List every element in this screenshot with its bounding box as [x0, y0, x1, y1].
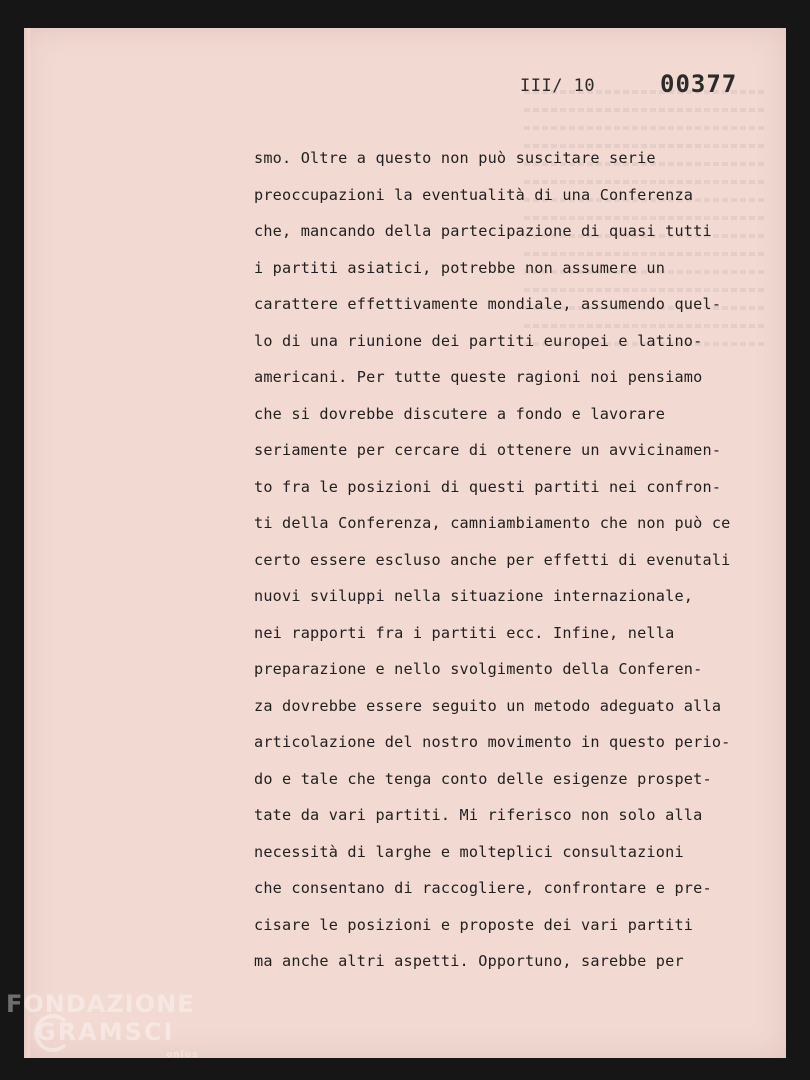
body-line: preoccupazioni la eventualità di una Conferenza: [254, 185, 694, 204]
body-line: za dovrebbe essere seguito un metodo adeguato alla: [254, 696, 722, 715]
page-edge: [24, 28, 30, 1058]
body-line: do e tale che tenga conto delle esigenze prospet-: [254, 769, 712, 788]
watermark-subtitle: onlus: [166, 1050, 199, 1060]
body-line: certo essere escluso anche per effetti di evenutali: [254, 550, 731, 569]
body-line: cisare le posizioni e proposte dei vari partiti: [254, 915, 694, 934]
body-line: nuovi sviluppi nella situazione internazionale,: [254, 587, 694, 605]
typed-body-text: [254, 140, 794, 980]
body-line: lo di una riunione dei partiti europei e latino-: [254, 331, 703, 350]
body-line: articolazione del nostro movimento in questo perio-: [254, 733, 731, 751]
body-line: ma anche altri aspetti. Opportuno, sarebbe per: [254, 952, 684, 970]
body-line: che, mancando della partecipazione di quasi tutti: [254, 222, 712, 240]
watermark-line-1: FONDAZIONE: [6, 990, 195, 1018]
document-number: 00377: [660, 70, 738, 98]
body-line: che si dovrebbe discutere a fondo e lavorare: [254, 404, 666, 423]
body-line: carattere effettivamente mondiale, assumendo quel-: [254, 295, 722, 313]
body-line: preparazione e nello svolgimento della Conferen-: [254, 660, 703, 678]
watermark-line-2: GRAMSCI: [36, 1018, 175, 1046]
body-line: ti della Conferenza, camniambiamento che non può ce: [254, 514, 731, 532]
body-line: nei rapporti fra i partiti ecc. Infine, nella: [254, 623, 675, 642]
fondazione-gramsci-watermark: [6, 990, 206, 1070]
body-line: tate da vari partiti. Mi riferisco non solo alla: [254, 806, 703, 824]
body-line: americani. Per tutte queste ragioni noi pensiamo: [254, 368, 703, 386]
body-line: seriamente per cercare di ottenere un avvicinamen-: [254, 441, 722, 459]
body-line: i partiti asiatici, potrebbe non assumere un: [254, 258, 666, 277]
body-line: to fra le posizioni di questi partiti nei confron-: [254, 477, 722, 496]
page-header: [24, 70, 786, 100]
body-line: smo. Oltre a questo non può suscitare serie: [254, 149, 656, 167]
archive-reference: III/ 10: [520, 76, 596, 96]
body-line: necessità di larghe e molteplici consultazioni: [254, 842, 684, 861]
document-page: [24, 28, 786, 1058]
body-line: che consentano di raccogliere, confrontare e pre-: [254, 879, 712, 897]
